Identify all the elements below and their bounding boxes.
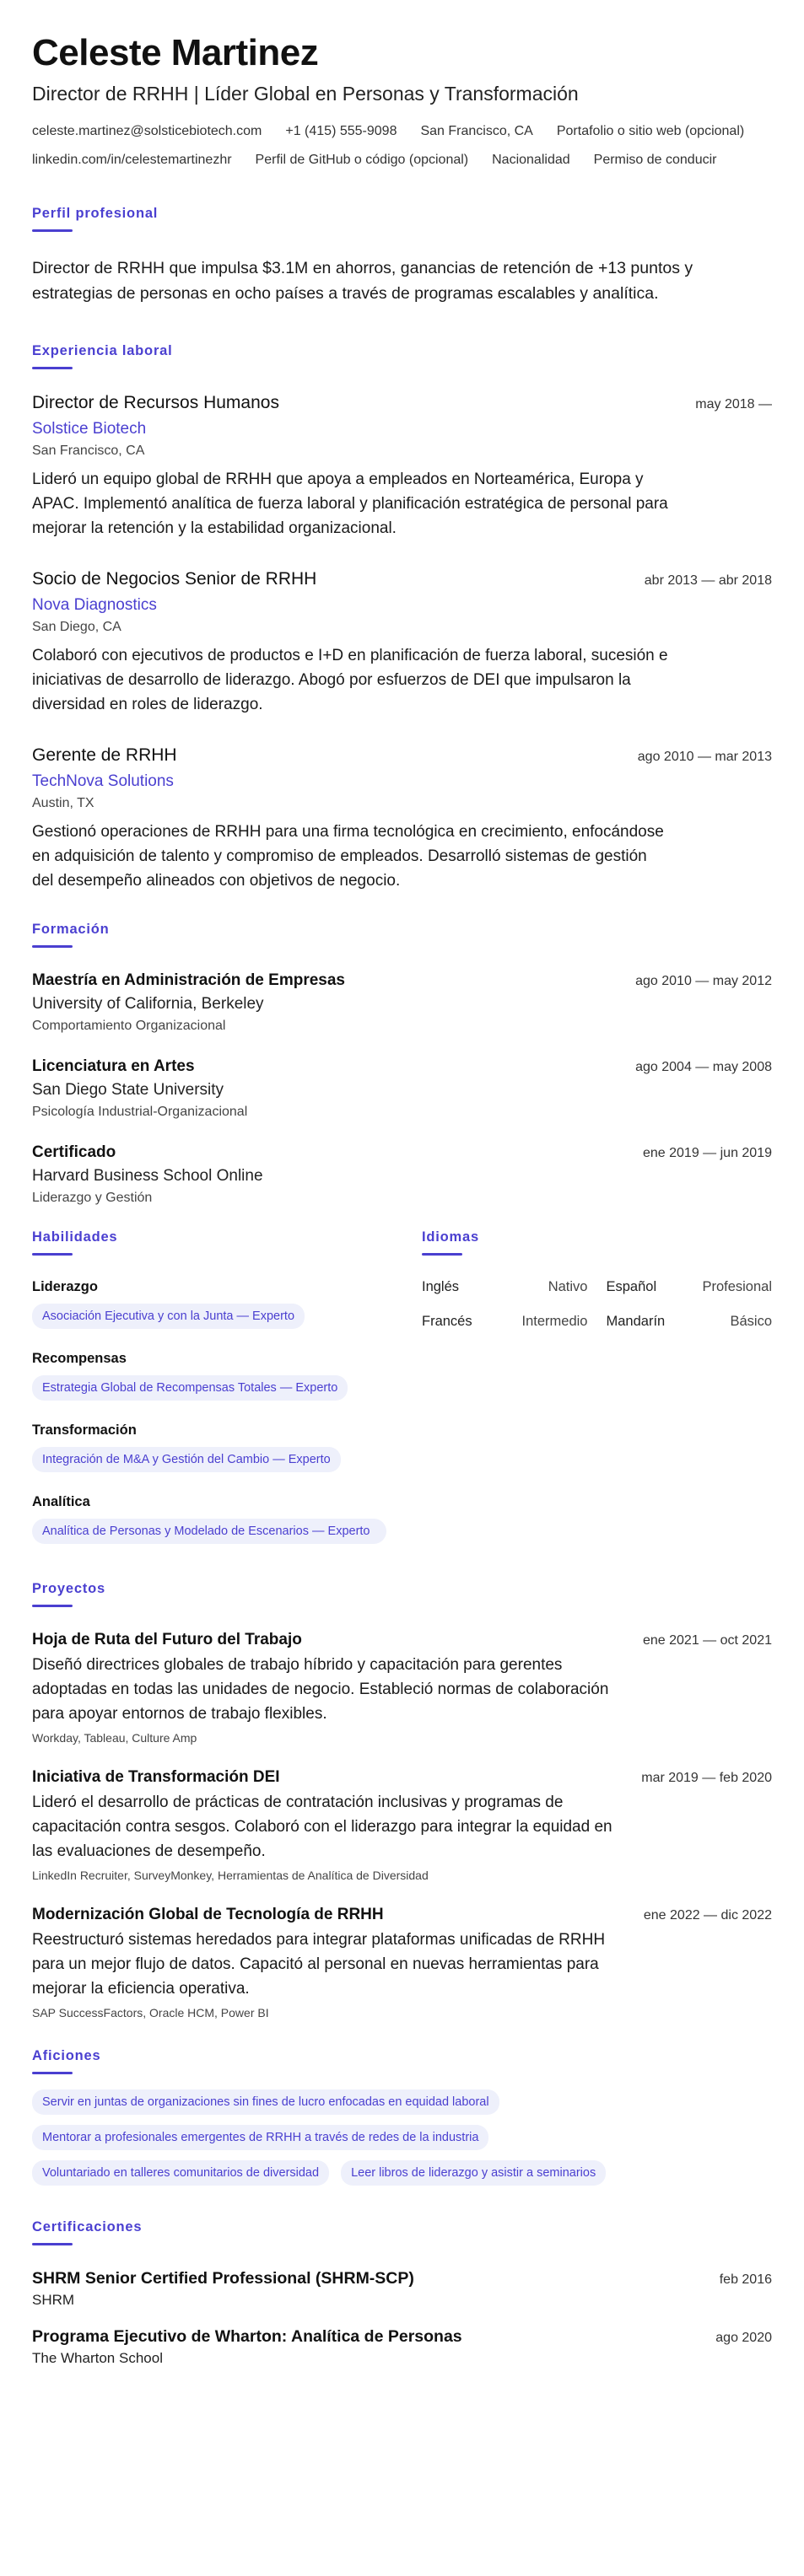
- skill-category: Liderazgo: [32, 1279, 98, 1294]
- skill-group: [32, 1351, 403, 1401]
- field-of-study: Liderazgo y Gestión: [32, 1191, 153, 1205]
- education-item: [32, 1057, 772, 1120]
- language-item: [422, 1279, 588, 1295]
- candidate-headline: Director de RRHH | Líder Global en Personas y Transformación: [32, 83, 579, 105]
- field-of-study: Psicología Industrial-Organizacional: [32, 1105, 248, 1119]
- language-name: Inglés: [422, 1279, 460, 1294]
- section-divider: [32, 1253, 73, 1256]
- company-name: Nova Diagnostics: [32, 596, 157, 614]
- hobbies-section: [32, 2048, 772, 2196]
- project-description: Reestructuró sistemas heredados para integrar plataformas unificadas de RRHH para un mejor flujo de datos. Capacitó al personal en nuevas herramientas para mejorar la eficiencia operativa.: [32, 1931, 606, 1998]
- candidate-name: Celeste Martinez: [32, 32, 319, 73]
- profile-section: [32, 206, 772, 306]
- job-description: Colaboró con ejecutivos de productos e I+D en planificación de fuerza laboral, sucesión e iniciativas de desarrollo de liderazgo. Abogó por esfuerzos de DEI que impulsaron la diversidad en roles de liderazgo.: [32, 647, 668, 713]
- resume-header: [32, 32, 772, 180]
- contact-phone[interactable]: +1 (415) 555-9098: [285, 124, 397, 138]
- section-title: Idiomas: [422, 1229, 479, 1245]
- language-item: [422, 1314, 588, 1330]
- certification-name: SHRM Senior Certified Professional (SHRM-SCP): [32, 2269, 414, 2288]
- school-name: San Diego State University: [32, 1081, 224, 1099]
- skills-languages-row: [32, 1229, 772, 1566]
- section-divider: [32, 2072, 73, 2074]
- section-title: Aficiones: [32, 2048, 101, 2063]
- project-tools: SAP SuccessFactors, Oracle HCM, Power BI: [32, 2006, 269, 2019]
- section-divider: [32, 367, 73, 369]
- experience-item: [32, 745, 772, 893]
- contact-linkedin[interactable]: linkedin.com/in/celestemartinezhr: [32, 153, 232, 167]
- hobby-tag: Leer libros de liderazgo y asistir a seminarios: [341, 2160, 606, 2186]
- language-level: Intermedio: [521, 1314, 588, 1329]
- contact-portfolio[interactable]: Portafolio o sitio web (opcional): [556, 124, 745, 138]
- section-divider: [32, 945, 73, 948]
- languages-section: [422, 1229, 772, 1566]
- certification-item: [32, 2327, 772, 2367]
- hobby-tag: Servir en juntas de organizaciones sin fines de lucro enfocadas en equidad laboral: [32, 2089, 499, 2115]
- skill-group: [32, 1279, 403, 1329]
- job-title: Director de Recursos Humanos: [32, 393, 279, 412]
- projects-section: [32, 1581, 772, 2019]
- job-title: Socio de Negocios Senior de RRHH: [32, 569, 317, 589]
- experience-section: [32, 343, 772, 893]
- project-description: Lideró el desarrollo de prácticas de contratación inclusivas y programas de capacitación contra sesgos. Colaboró con el liderazgo para integrar la equidad en las evaluaciones de desempeño.: [32, 1794, 612, 1860]
- language-item: [607, 1279, 773, 1295]
- job-location: San Diego, CA: [32, 620, 121, 634]
- skill-tag: Asociación Ejecutiva y con la Junta — Experto: [32, 1304, 305, 1329]
- job-location: San Francisco, CA: [32, 444, 145, 458]
- project-name: Hoja de Ruta del Futuro del Trabajo: [32, 1631, 302, 1648]
- education-dates: ene 2019 — jun 2019: [642, 1146, 772, 1160]
- skill-category: Transformación: [32, 1422, 137, 1438]
- job-description: Gestionó operaciones de RRHH para una firma tecnológica en crecimiento, enfocándose en adquisición de talento y compromiso de empleados. Desarrolló sistemas de gestión del desempeño alineados con objetivos de negocio.: [32, 823, 664, 890]
- hobby-tag: Mentorar a profesionales emergentes de RRHH a través de redes de la industria: [32, 2125, 488, 2150]
- skill-tag: Integración de M&A y Gestión del Cambio — Experto: [32, 1447, 341, 1472]
- contact-location: San Francisco, CA: [420, 124, 533, 138]
- experience-item: [32, 393, 772, 540]
- contact-driving-license: Permiso de conducir: [593, 153, 717, 167]
- school-name: Harvard Business School Online: [32, 1167, 263, 1185]
- project-item: [32, 1906, 772, 2019]
- education-section: [32, 922, 772, 1206]
- certification-name: Programa Ejecutivo de Wharton: Analítica de Personas: [32, 2327, 462, 2346]
- section-title: Perfil profesional: [32, 206, 159, 221]
- company-name: Solstice Biotech: [32, 420, 147, 438]
- certification-issuer: The Wharton School: [32, 2350, 163, 2366]
- section-divider: [422, 1253, 462, 1256]
- contact-github[interactable]: Perfil de GitHub o código (opcional): [255, 153, 469, 167]
- skill-category: Recompensas: [32, 1351, 127, 1366]
- section-title: Formación: [32, 922, 110, 937]
- project-tools: LinkedIn Recruiter, SurveyMonkey, Herramientas de Analítica de Diversidad: [32, 1869, 429, 1882]
- section-divider: [32, 1605, 73, 1607]
- project-name: Iniciativa de Transformación DEI: [32, 1768, 280, 1786]
- skill-group: [32, 1422, 403, 1472]
- contact-info: [32, 123, 772, 180]
- education-item: [32, 1143, 772, 1206]
- section-title: Experiencia laboral: [32, 343, 173, 358]
- education-dates: ago 2010 — may 2012: [635, 974, 772, 988]
- language-level: Nativo: [548, 1279, 588, 1294]
- education-dates: ago 2004 — may 2008: [635, 1060, 772, 1074]
- skills-section: [32, 1229, 403, 1566]
- project-item: [32, 1768, 772, 1882]
- language-item: [607, 1314, 773, 1330]
- section-divider: [32, 2243, 73, 2245]
- degree-name: Licenciatura en Artes: [32, 1057, 195, 1075]
- project-dates: ene 2022 — dic 2022: [643, 1908, 772, 1923]
- skill-group: [32, 1494, 403, 1544]
- language-level: Básico: [730, 1314, 772, 1329]
- certification-item: [32, 2269, 772, 2309]
- project-tools: Workday, Tableau, Culture Amp: [32, 1731, 197, 1745]
- contact-email[interactable]: celeste.martinez@solsticebiotech.com: [32, 124, 262, 138]
- language-level: Profesional: [702, 1279, 772, 1294]
- skill-tag: Analítica de Personas y Modelado de Escenarios — Experto: [32, 1519, 386, 1544]
- hobby-tag: Voluntariado en talleres comunitarios de diversidad: [32, 2160, 329, 2186]
- certification-issuer: SHRM: [32, 2292, 75, 2308]
- project-name: Modernización Global de Tecnología de RRHH: [32, 1906, 384, 1923]
- section-title: Proyectos: [32, 1581, 105, 1596]
- project-item: [32, 1631, 772, 1745]
- section-title: Habilidades: [32, 1229, 118, 1245]
- profile-summary: Director de RRHH que impulsa $3.1M en ahorros, ganancias de retención de +13 puntos y estrategias de personas en ocho países a través de programas escalables y analítica.: [32, 259, 693, 303]
- education-item: [32, 971, 772, 1034]
- project-dates: ene 2021 — oct 2021: [642, 1633, 772, 1648]
- job-location: Austin, TX: [32, 796, 94, 810]
- language-name: Francés: [422, 1314, 472, 1329]
- project-description: Diseñó directrices globales de trabajo híbrido y capacitación para gerentes adoptadas en todas las unidades de negocio. Estableció normas de colaboración para apoyar entornos de trabajo flexibles.: [32, 1656, 609, 1723]
- language-name: Español: [606, 1279, 657, 1294]
- school-name: University of California, Berkeley: [32, 995, 264, 1013]
- skill-tag: Estrategia Global de Recompensas Totales — Experto: [32, 1375, 348, 1401]
- company-name: TechNova Solutions: [32, 772, 174, 790]
- field-of-study: Comportamiento Organizacional: [32, 1019, 226, 1033]
- project-dates: mar 2019 — feb 2020: [641, 1771, 772, 1785]
- job-title: Gerente de RRHH: [32, 745, 177, 765]
- job-dates: abr 2013 — abr 2018: [644, 573, 772, 588]
- certifications-section: [32, 2219, 772, 2367]
- certification-date: ago 2020: [715, 2331, 772, 2345]
- degree-name: Maestría en Administración de Empresas: [32, 971, 345, 989]
- contact-nationality: Nacionalidad: [492, 153, 570, 167]
- skill-category: Analítica: [32, 1494, 90, 1509]
- section-title: Certificaciones: [32, 2219, 143, 2235]
- job-dates: ago 2010 — mar 2013: [637, 750, 772, 764]
- section-divider: [32, 229, 73, 232]
- experience-item: [32, 569, 772, 717]
- job-dates: may 2018 —: [695, 397, 772, 411]
- language-name: Mandarín: [606, 1314, 666, 1329]
- job-description: Lideró un equipo global de RRHH que apoya a empleados en Norteamérica, Europa y APAC. Implementó analítica de fuerza laboral y planificación estratégica de personal para mejorar la retención y la estabilidad organizacional.: [32, 471, 668, 537]
- certification-date: feb 2016: [719, 2272, 772, 2287]
- degree-name: Certificado: [32, 1143, 116, 1161]
